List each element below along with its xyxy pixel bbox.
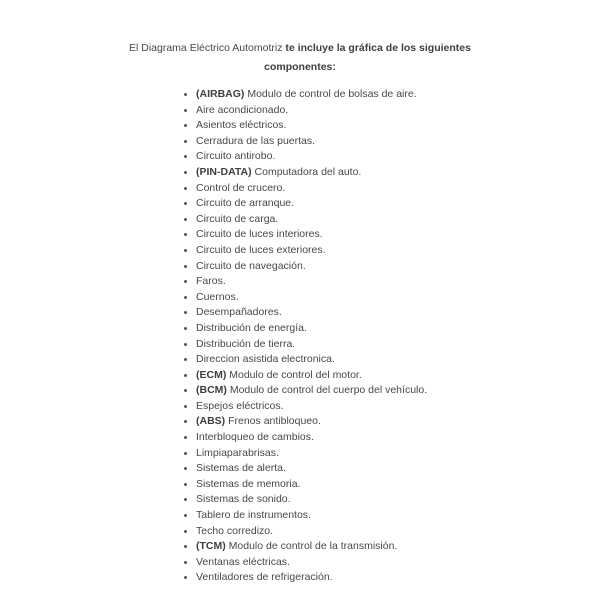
- list-item: [196, 446, 600, 462]
- list-item: [196, 555, 600, 571]
- list-item: [196, 181, 600, 197]
- list-item: [196, 524, 600, 540]
- component-label: Direccion asistida electronica.: [196, 353, 335, 366]
- component-label: Sistemas de memoria.: [196, 477, 301, 490]
- component-label: Frenos antibloqueo.: [228, 415, 321, 428]
- component-label: Circuito de arranque.: [196, 197, 295, 210]
- title-bold-text: te incluye la gráfica de los siguientes: [285, 42, 471, 54]
- component-code: (TCM): [196, 540, 226, 553]
- list-item: [196, 87, 600, 103]
- component-label: Sistemas de alerta.: [196, 462, 286, 475]
- list-item: [196, 337, 600, 353]
- component-label: Ventanas eléctricas.: [196, 555, 290, 568]
- component-label: Distribución de tierra.: [196, 337, 296, 350]
- list-item: [196, 290, 600, 306]
- list-item: [196, 383, 600, 399]
- component-label: Circuito de luces interiores.: [196, 228, 323, 241]
- list-item: [196, 570, 600, 586]
- component-label: Faros.: [196, 275, 226, 288]
- component-label: Asientos eléctricos.: [196, 119, 287, 132]
- component-label: Circuito de navegación.: [196, 259, 306, 272]
- list-item: [196, 227, 600, 243]
- component-code: (PIN-DATA): [196, 165, 252, 178]
- list-item: [196, 118, 600, 134]
- component-label: Limpiaparabrisas.: [196, 446, 279, 459]
- list-item: [196, 539, 600, 555]
- component-label: Distribución de energía.: [196, 321, 307, 334]
- component-label: Desempañadores.: [196, 306, 282, 319]
- list-item: [196, 508, 600, 524]
- list-item: [196, 165, 600, 181]
- component-label: Ventiladores de refrigeración.: [196, 571, 333, 584]
- component-label: Circuito antirobo.: [196, 150, 276, 163]
- component-code: (BCM): [196, 384, 227, 397]
- list-item: [196, 259, 600, 275]
- list-item: [196, 212, 600, 228]
- component-label: Tablero de instrumentos.: [196, 509, 311, 522]
- component-label: Circuito de luces exteriores.: [196, 243, 326, 256]
- component-code: (ECM): [196, 368, 227, 381]
- title-regular-text: El Diagrama Eléctrico Automotriz: [129, 42, 283, 54]
- list-item: [196, 414, 600, 430]
- component-label: Modulo de control del motor.: [229, 368, 362, 381]
- component-label: Control de crucero.: [196, 181, 286, 194]
- component-label: Sistemas de sonido.: [196, 493, 291, 506]
- component-label: Aire acondicionado.: [196, 103, 289, 116]
- list-item: [196, 430, 600, 446]
- component-label: Interbloqueo de cambios.: [196, 431, 314, 444]
- component-label: Computadora del auto.: [254, 165, 362, 178]
- list-item: [196, 352, 600, 368]
- list-item: [196, 321, 600, 337]
- list-item: [196, 492, 600, 508]
- list-item: [196, 399, 600, 415]
- component-code: (AIRBAG): [196, 88, 245, 100]
- list-item: [196, 103, 600, 119]
- list-item: [196, 196, 600, 212]
- component-label: Cerradura de las puertas.: [196, 134, 316, 147]
- component-label: Modulo de control de la transmisión.: [228, 540, 398, 553]
- list-item: [196, 243, 600, 259]
- page-title: [0, 0, 600, 77]
- component-label: Cuernos.: [196, 290, 239, 303]
- list-item: [196, 274, 600, 290]
- component-label: Techo corredizo.: [196, 524, 274, 537]
- title-bold-line2: componentes:: [264, 61, 336, 73]
- components-list: [0, 87, 600, 586]
- component-label: Modulo de control del cuerpo del vehículo.: [229, 384, 428, 397]
- list-item: [196, 368, 600, 384]
- list-item: [196, 134, 600, 150]
- list-item: [196, 477, 600, 493]
- list-item: [196, 461, 600, 477]
- component-label: Circuito de carga.: [196, 212, 279, 225]
- component-label: Modulo de control de bolsas de aire.: [247, 88, 417, 100]
- component-code: (ABS): [196, 415, 226, 428]
- component-label: Espejos eléctricos.: [196, 399, 284, 412]
- list-item: [196, 305, 600, 321]
- list-item: [196, 149, 600, 165]
